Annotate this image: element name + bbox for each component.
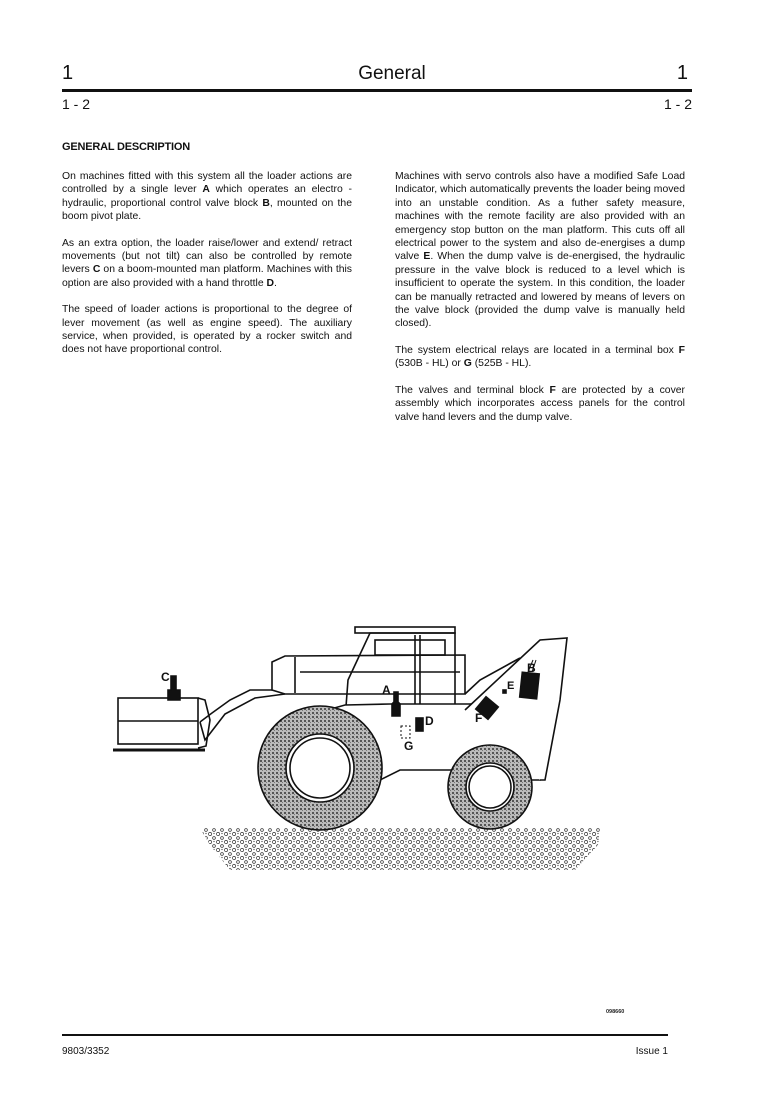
cab-roof xyxy=(355,627,455,633)
boom xyxy=(272,655,465,694)
callout-ref: F xyxy=(678,344,685,356)
remote-levers-c xyxy=(168,676,180,700)
callout-label-f: F xyxy=(475,711,483,725)
callout-label-g: G xyxy=(404,739,414,753)
callout-ref: F xyxy=(549,384,556,396)
issue-label: Issue 1 xyxy=(635,1046,668,1057)
hand-throttle-d xyxy=(416,718,423,731)
section-number-left: 1 xyxy=(62,62,74,84)
text: As an extra option, the loader raise/lower and extend/ retract movements (but not tilt) can also be controlled by remote levers xyxy=(62,237,352,276)
page-number-right: 1 - 2 xyxy=(663,96,692,112)
callout-label-d: D xyxy=(425,714,434,728)
text: are protected by a cover assembly which incorporates access panels for the control valve hand levers and the dump valve. xyxy=(395,384,686,423)
callout-ref: G xyxy=(463,358,472,370)
footer-rule xyxy=(62,1034,668,1036)
text: The system electrical relays are located in a terminal box xyxy=(395,344,679,356)
valve-block-b xyxy=(520,672,540,699)
text: The valves and terminal block xyxy=(395,384,550,396)
paragraph: The speed of loader actions is proportional to the degree of lever movement (as well as engine speed). The auxiliary service, when provided, is operated by a rocker switch and does not have proportional control. xyxy=(62,304,352,356)
callout-label-e: E xyxy=(507,680,515,692)
callout-ref: B xyxy=(262,197,270,209)
text: (525B - HL). xyxy=(471,358,532,370)
callout-ref: E xyxy=(423,251,431,263)
dump-valve-e xyxy=(503,690,506,693)
lever-a xyxy=(392,692,400,716)
page-number-left: 1 - 2 xyxy=(62,96,91,112)
callout-ref: C xyxy=(92,264,101,276)
page-title: General xyxy=(358,63,426,84)
text: On machines fitted with this system all the loader actions are controlled by a single lever xyxy=(62,171,352,196)
text: . When the dump valve is de-energised, the hydraulic pressure in the valve block is reduced to a level which is insufficient to operate the system. In this condition, the loader can be manually retracted and lowered by means of levers on the valve block (provided the dump valve is manually held closed). xyxy=(395,251,685,330)
callout-label-a: A xyxy=(382,683,391,697)
callout-label-c: C xyxy=(161,670,170,684)
text: Machines with servo controls also have a modified Safe Load Indicator, which automatically prevents the loader being moved into an unstable condition. As a futher safety measure, machines with the remote facility are also provided with an emergency stop button on the man platform. This cuts off all electrical power to the system and also de-energises a dump valve xyxy=(395,171,685,263)
callout-ref: A xyxy=(202,184,210,196)
text: on a boom-mounted man platform. Machines with this option are also provided with a hand throttle xyxy=(62,264,352,289)
text: which operates an electro - hydraulic, proportional control valve block xyxy=(62,184,352,209)
text: . xyxy=(274,277,277,289)
text: , mounted on the boom pivot plate. xyxy=(62,197,352,223)
section-heading: GENERAL DESCRIPTION xyxy=(62,141,191,153)
text: (530B - HL) or xyxy=(395,358,464,370)
document-number: 9803/3352 xyxy=(62,1046,110,1057)
ground xyxy=(200,828,600,870)
callout-ref: D xyxy=(266,277,274,289)
callout-label-b: B xyxy=(527,661,536,675)
figure-reference-code: 098660 xyxy=(606,1009,625,1015)
section-number-right: 1 xyxy=(676,62,688,84)
